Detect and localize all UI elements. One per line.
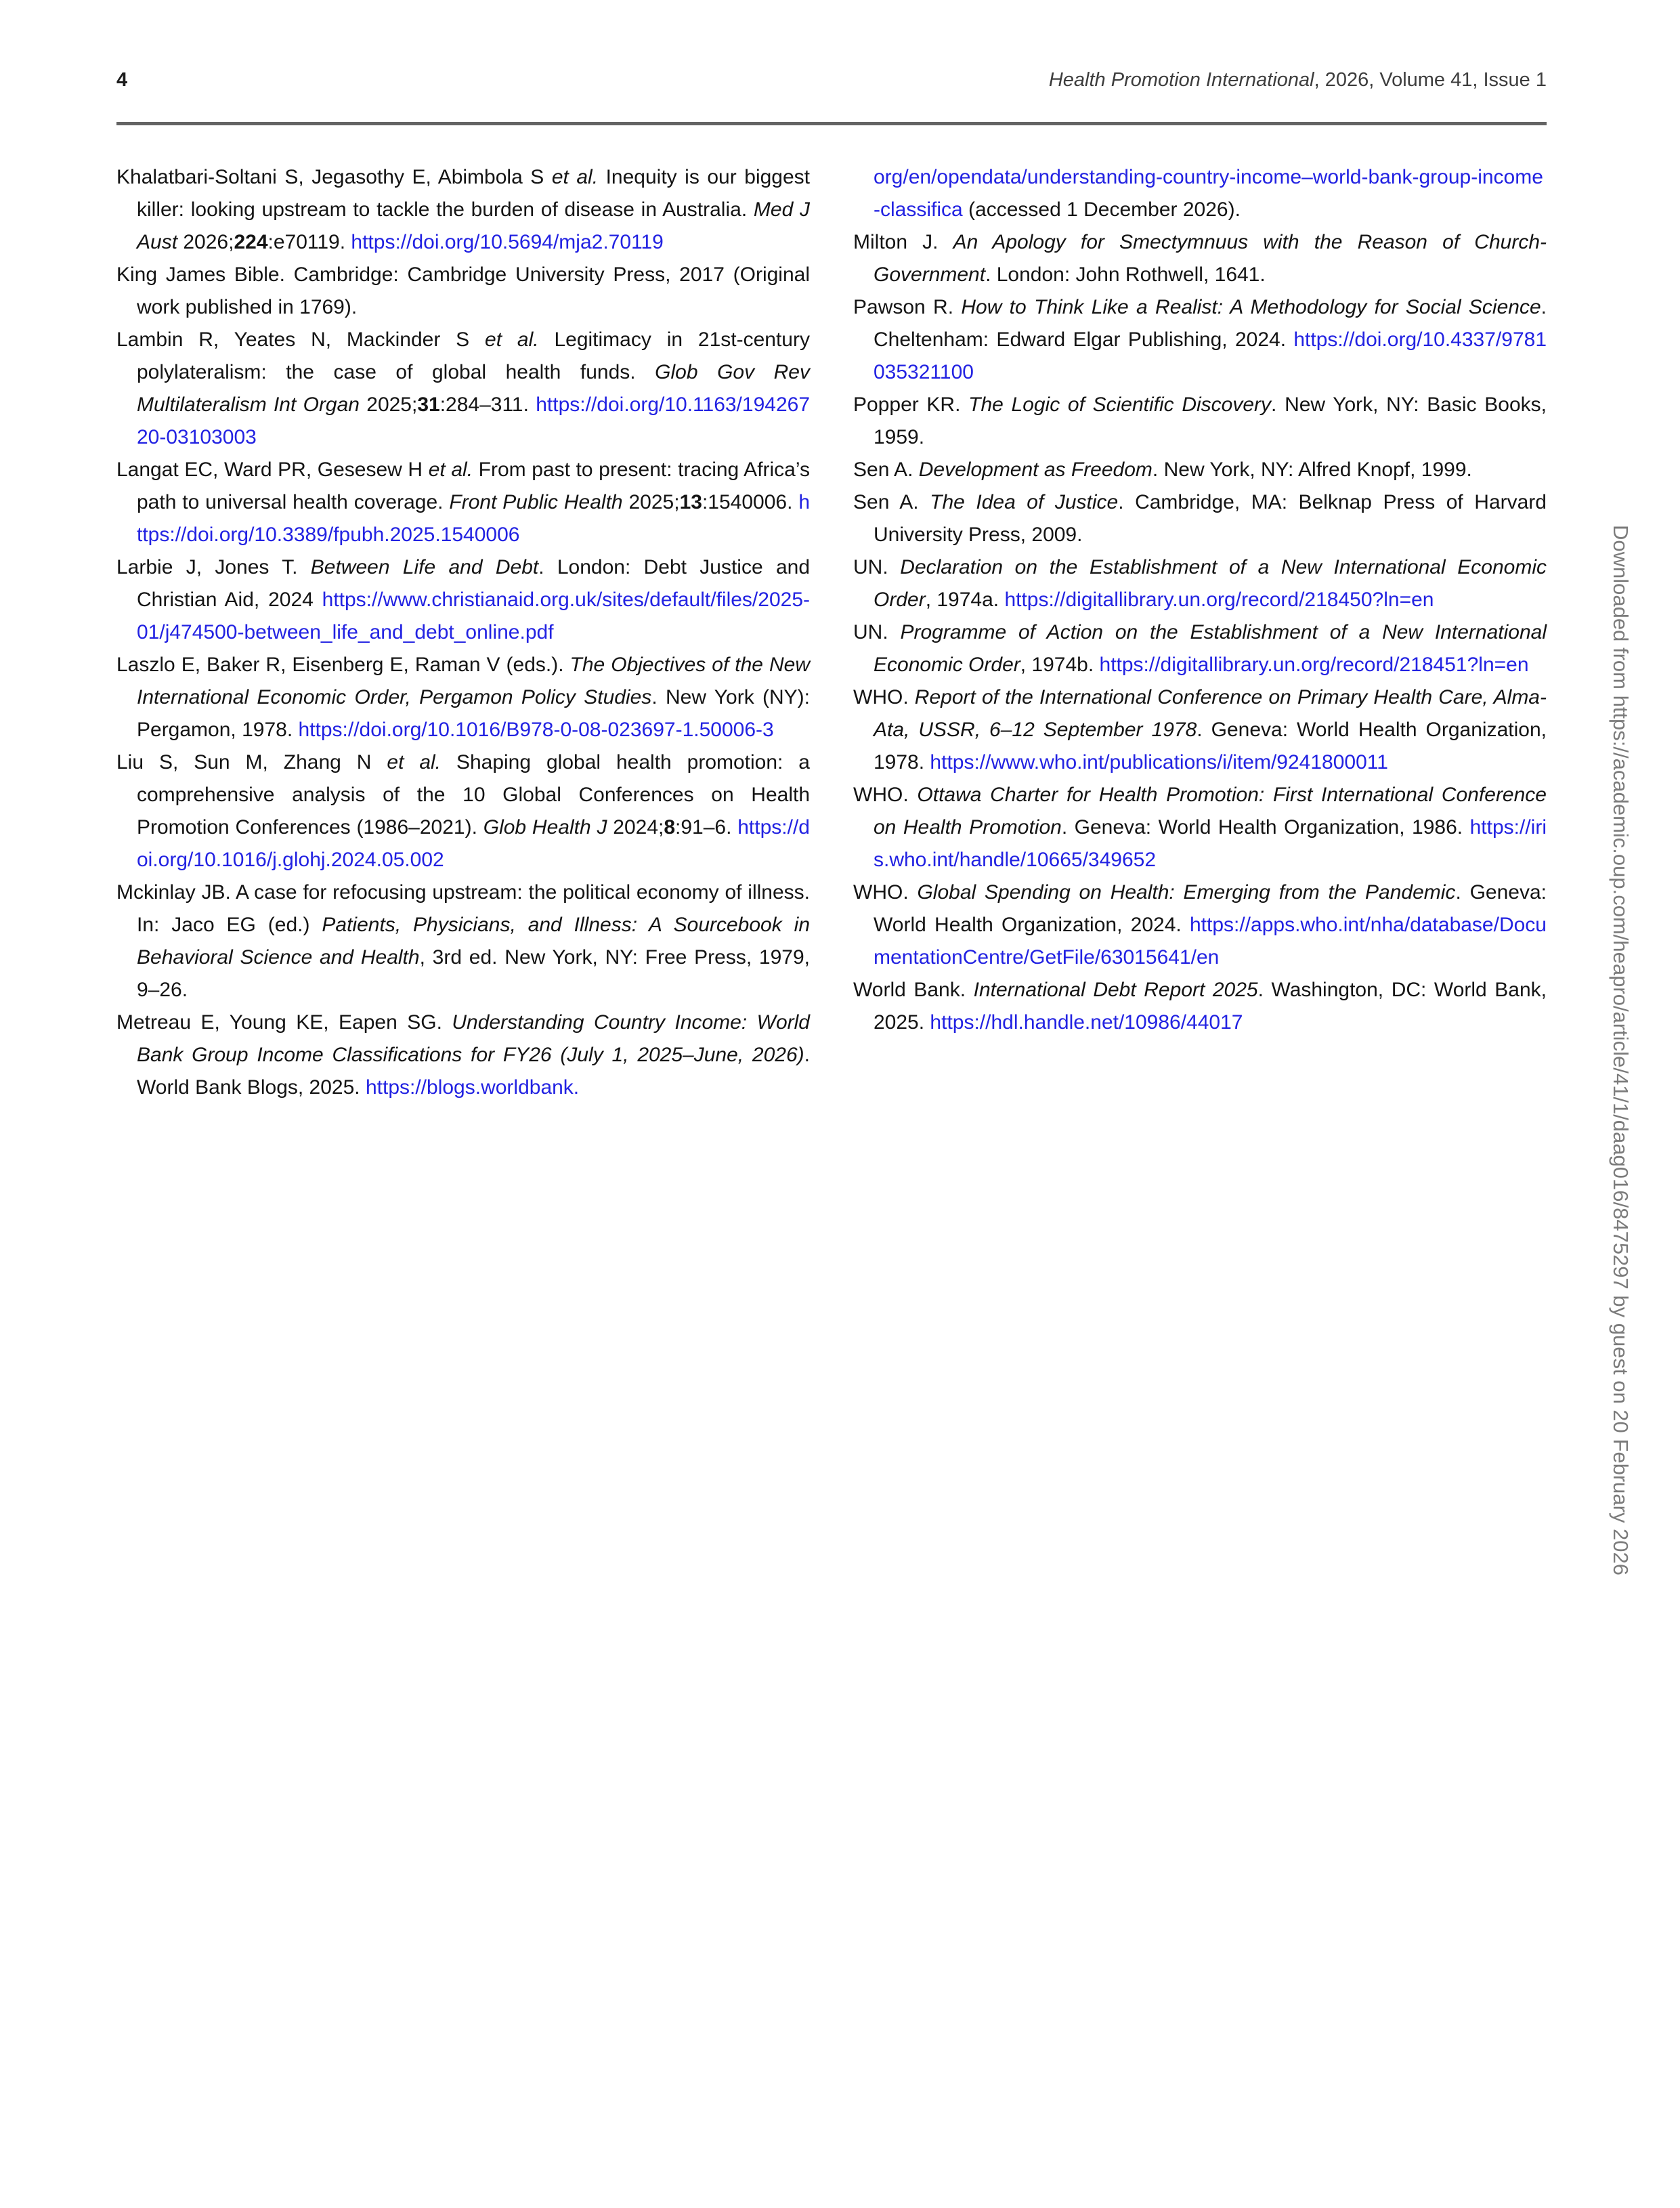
reference-text: . Cheltenham: Edward Elgar Publishing, 2024.: [874, 296, 1547, 351]
download-watermark: Downloaded from https://academic.oup.com/heapro/article/41/1/daag016/8475297 by guest on 20 February 2026: [1609, 525, 1633, 1576]
reference-text: From past to present: tracing Africa’s path to universal health coverage.: [137, 459, 810, 513]
reference-item: [853, 779, 1547, 876]
journal-title: Health Promotion International: [1048, 69, 1314, 91]
reference-text: WHO.: [853, 784, 918, 806]
reference-text: . Geneva: World Health Organization, 1986.: [1061, 816, 1470, 838]
reference-link[interactable]: https://digitallibrary.un.org/record/218450?ln=en: [1004, 589, 1434, 611]
reference-item: [853, 974, 1547, 1039]
reference-text: Langat EC, Ward PR, Gesesew H: [116, 459, 429, 481]
reference-text: Programme of Action on the Establishment of a New International Economic Order: [874, 621, 1547, 676]
references-section: [116, 161, 1547, 1104]
reference-text: Global Spending on Health: Emerging from the Pandemic: [917, 881, 1456, 904]
reference-text: King James Bible. Cambridge: Cambridge University Press, 2017 (Original work published in 1769).: [116, 263, 810, 318]
reference-text: 31: [417, 394, 440, 416]
journal-citation: [1049, 66, 1547, 93]
reference-link[interactable]: https://doi.org/10.4337/9781035321100: [874, 328, 1547, 383]
journal-citation-rest: , 2026, Volume 41, Issue 1: [1314, 69, 1547, 91]
reference-text: et al.: [485, 328, 539, 351]
reference-link[interactable]: https://doi.org/10.1016/j.glohj.2024.05.002: [137, 816, 810, 871]
reference-link[interactable]: https://www.who.int/publications/i/item/9241800011: [930, 751, 1388, 773]
reference-text: Laszlo E, Baker R, Eisenberg E, Raman V (eds.).: [116, 654, 570, 676]
reference-text: Glob Gov Rev Multilateralism Int Organ: [137, 361, 810, 416]
reference-link[interactable]: https://blogs.worldbank.: [365, 1076, 580, 1099]
reference-text: 2026;: [177, 231, 234, 253]
references-column-right: [853, 161, 1547, 1104]
reference-text: . Geneva: World Health Organization, 2024.: [874, 881, 1547, 936]
reference-text: et al.: [428, 459, 473, 481]
reference-text: (accessed 1 December 2026).: [962, 198, 1241, 221]
reference-link[interactable]: https://doi.org/10.3389/fpubh.2025.1540006: [137, 491, 810, 546]
reference-text: UN.: [853, 556, 901, 578]
reference-text: :284–311.: [439, 394, 536, 416]
reference-link[interactable]: https://apps.who.int/nha/database/DocumentationCentre/GetFile/63015641/en: [874, 914, 1547, 969]
reference-text: :91–6.: [675, 816, 738, 838]
reference-item: [116, 454, 810, 551]
reference-item: [116, 161, 810, 259]
reference-text: , 1974a.: [925, 589, 1005, 611]
reference-text: :1540006.: [702, 491, 799, 513]
reference-item: [853, 454, 1547, 486]
reference-link[interactable]: https://doi.org/10.5694/mja2.70119: [351, 231, 664, 253]
reference-text: Legitimacy in 21st-century polylateralism: the case of global health funds.: [137, 328, 810, 383]
reference-text: Med J Aust: [137, 198, 810, 253]
reference-text: . London: Debt Justice and Christian Aid, 2024: [137, 556, 811, 611]
page-header: [116, 66, 1547, 93]
page-number: 4: [116, 69, 128, 91]
references-column-left: [116, 161, 810, 1104]
reference-text: 2024;: [607, 816, 664, 838]
reference-text: Ottawa Charter for Health Promotion: First International Conference on Health Promotion: [874, 784, 1547, 838]
reference-text: Metreau E, Young KE, Eapen SG.: [116, 1011, 452, 1034]
reference-item: [116, 649, 810, 746]
reference-text: WHO.: [853, 686, 915, 708]
reference-item: [116, 876, 810, 1006]
reference-link[interactable]: https://www.christianaid.org.uk/sites/default/files/2025-01/j474500-between_life_and_debt_online.pdf: [137, 589, 810, 643]
reference-text: . New York, NY: Alfred Knopf, 1999.: [1152, 459, 1472, 481]
reference-text: . Washington, DC: World Bank, 2025.: [874, 979, 1547, 1034]
reference-text: Development as Freedom: [918, 459, 1153, 481]
reference-text: Sen A.: [853, 459, 919, 481]
reference-text: The Logic of Scientific Discovery: [968, 394, 1272, 416]
reference-text: 13: [679, 491, 702, 513]
reference-text: UN.: [853, 621, 901, 643]
reference-text: How to Think Like a Realist: A Methodology for Social Science: [961, 296, 1541, 318]
reference-text: WHO.: [853, 881, 918, 904]
reference-text: . New York (NY): Pergamon, 1978.: [137, 686, 810, 741]
reference-item: [116, 324, 810, 454]
reference-text: International Debt Report 2025: [973, 979, 1258, 1001]
reference-text: . New York, NY: Basic Books, 1959.: [874, 394, 1547, 448]
reference-link[interactable]: https://digitallibrary.un.org/record/218451?ln=en: [1099, 654, 1529, 676]
reference-item: [853, 551, 1547, 616]
reference-item: [853, 226, 1547, 291]
reference-text: et al.: [387, 751, 441, 773]
reference-item: [853, 616, 1547, 681]
reference-text: Sen A.: [853, 491, 930, 513]
reference-link[interactable]: https://iris.who.int/handle/10665/349652: [874, 816, 1547, 871]
reference-text: 2025;: [359, 394, 418, 416]
reference-text: Shaping global health promotion: a comprehensive analysis of the 10 Global Conferences on Health Promotion Conferences (1986–2021).: [137, 751, 810, 838]
reference-text: The Idea of Justice: [930, 491, 1119, 513]
reference-text: , 3rd ed. New York, NY: Free Press, 1979, 9–26.: [137, 946, 811, 1001]
reference-text: . Cambridge, MA: Belknap Press of Harvard University Press, 2009.: [874, 491, 1547, 546]
reference-text: World Bank.: [853, 979, 974, 1001]
reference-item: [116, 746, 810, 876]
reference-link[interactable]: https://doi.org/10.1016/B978-0-08-023697-1.50006-3: [298, 719, 774, 741]
reference-text: Report of the International Conference on Primary Health Care, Alma-Ata, USSR, 6–12 September 1978: [874, 686, 1547, 741]
reference-text: Glob Health J: [483, 816, 607, 838]
reference-text: Pawson R.: [853, 296, 962, 318]
reference-link[interactable]: org/en/opendata/understanding-country-income–world-bank-group-income-classifica: [874, 166, 1543, 221]
reference-text: Declaration on the Establishment of a New International Economic Order: [874, 556, 1547, 611]
reference-text: 2025;: [622, 491, 680, 513]
reference-text: Understanding Country Income: World Bank Group Income Classifications for FY26 (July 1, 2025–June, 2026): [137, 1011, 810, 1066]
reference-text: Liu S, Sun M, Zhang N: [116, 751, 387, 773]
reference-text: :e70119.: [267, 231, 351, 253]
reference-text: . Geneva: World Health Organization, 1978.: [874, 719, 1547, 773]
reference-text: Between Life and Debt: [310, 556, 539, 578]
reference-item: [853, 291, 1547, 389]
reference-text: An Apology for Smectymnuus with the Reason of Church-Government: [874, 231, 1547, 286]
reference-item: [116, 1006, 810, 1104]
reference-item: [116, 551, 810, 649]
reference-item: [853, 486, 1547, 551]
reference-text: The Objectives of the New International Economic Order, Pergamon Policy Studies: [137, 654, 811, 708]
header-rule: [116, 122, 1547, 125]
reference-link[interactable]: https://hdl.handle.net/10986/44017: [930, 1011, 1243, 1034]
reference-text: Lambin R, Yeates N, Mackinder S: [116, 328, 486, 351]
reference-item: [116, 259, 810, 324]
reference-text: . London: John Rothwell, 1641.: [985, 263, 1266, 286]
reference-text: Patients, Physicians, and Illness: A Sourcebook in Behavioral Science and Health: [137, 914, 811, 969]
reference-text: Mckinlay JB. A case for refocusing upstream: the political economy of illness. In: Jaco EG (ed.): [116, 881, 810, 936]
reference-item: [853, 389, 1547, 454]
reference-text: 8: [664, 816, 676, 838]
reference-text: Milton J.: [853, 231, 953, 253]
reference-text: 224: [234, 231, 268, 253]
reference-item: [853, 681, 1547, 779]
reference-continuation: [853, 161, 1547, 226]
reference-text: Inequity is our biggest killer: looking upstream to tackle the burden of disease in Australia.: [137, 166, 810, 221]
reference-text: . World Bank Blogs, 2025.: [137, 1044, 810, 1099]
reference-text: Popper KR.: [853, 394, 969, 416]
reference-text: Front Public Health: [449, 491, 623, 513]
reference-text: et al.: [551, 166, 599, 188]
reference-text: Khalatbari-Soltani S, Jegasothy E, Abimbola S: [116, 166, 552, 188]
reference-link[interactable]: https://doi.org/10.1163/19426720-03103003: [137, 394, 810, 448]
reference-item: [853, 876, 1547, 974]
reference-text: , 1974b.: [1020, 654, 1100, 676]
reference-text: Larbie J, Jones T.: [116, 556, 311, 578]
